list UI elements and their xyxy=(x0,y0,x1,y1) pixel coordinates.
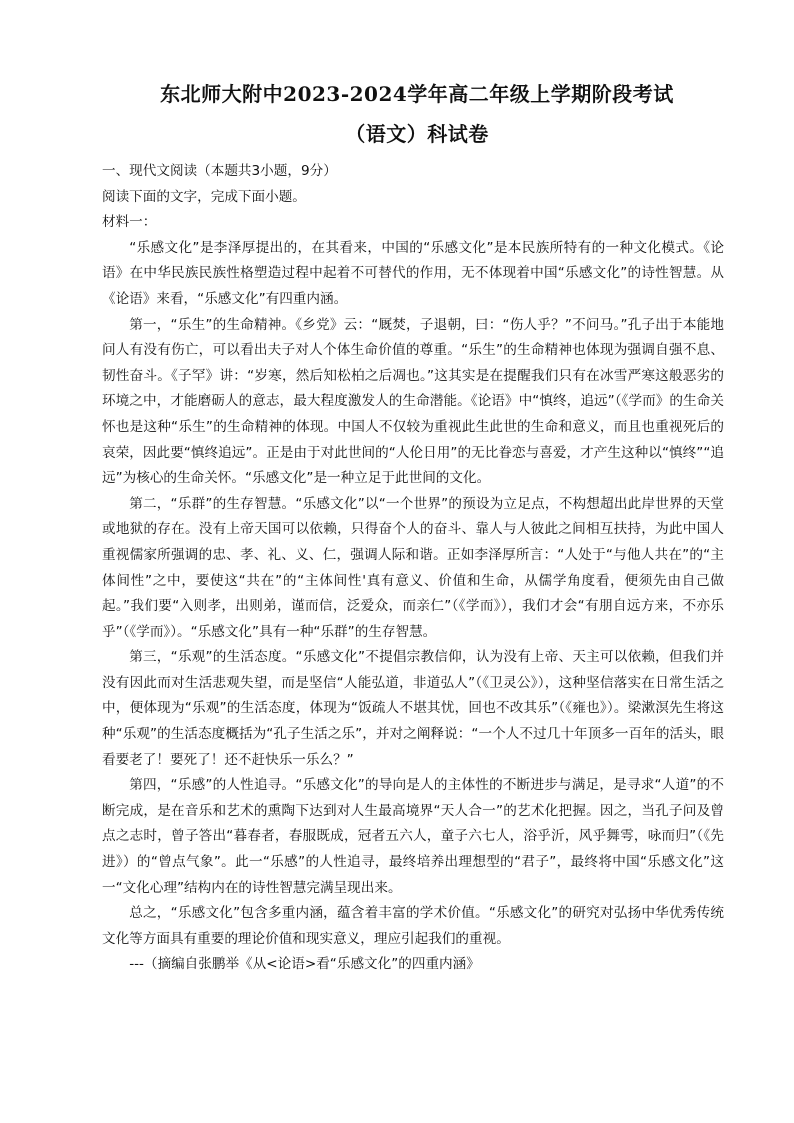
exam-content xyxy=(102,159,724,978)
exam-title-line2: （语文）科试卷 xyxy=(345,122,489,146)
section-heading: 一、现代文阅读（本题共3小题，9分） xyxy=(102,163,337,179)
exam-title-line1: 东北师大附中2023-2024学年高二年级上学期阶段考试 xyxy=(160,82,674,106)
paragraph-1: “乐感文化”是李泽厚提出的，在其看来，中国的“乐感文化”是本民族所特有的一种文化模式。《论语》在中华民族民族性格塑造过程中起着不可替代的作用，无不体现着中国“乐感文化”的诗性智慧。从《论语》来看，“乐感文化”有四重内涵。 xyxy=(102,239,724,307)
paragraph-6: 总之，“乐感文化”包含多重内涵，蕴含着丰富的学术价值。“乐感文化”的研究对弘扬中华优秀传统文化等方面具有重要的理论价值和现实意义，理应引起我们的重视。 xyxy=(102,905,724,947)
source-citation: ---（摘编自张鹏举《从<论语>看“乐感文化”的四重内涵》 xyxy=(129,956,480,973)
paragraph-5: 第四，“乐感”的人性追寻。“乐感文化”的导向是人的主体性的不断进步与满足，是寻求“人道”的不断完成，是在音乐和艺术的熏陶下达到对人生最高境界“天人合一”的艺术化把握。因之，当孔子问及曾点之志时，曾子答出“暮春者，春服既成，冠者五六人，童子六七人，浴乎沂，风乎舞雩，咏而归”（《先进》）的“曾点气象”。此一“乐感”的人性追寻，最终培养出理想型的“君子”，最终将中国“乐感文化”这一“文化心理”结构内在的诗性智慧完满呈现出来。 xyxy=(102,777,724,896)
material-label: 材料一： xyxy=(102,214,157,231)
paragraph-3: 第二，“乐群”的生存智慧。“乐感文化”以“一个世界”的预设为立足点，不构想超出此岸世界的天堂或地狱的存在。没有上帝天国可以依赖，只得奋个人的奋斗、靠人与人彼此之间相互扶持，为此中国人重视儒家所强调的忠、孝、礼、义、仁，强调人际和谐。正如李泽厚所言：“人处于“与他人共在”的“主体间性”之中，要使这“共在”的“主体间性'真有意义、价值和生命，从儒学角度看，便须先由自己做起。”我们要“入则孝，出则弟，谨而信，泛爱众，而亲仁”（《学而》），我们才会“有朋自远方来，不亦乐乎”（《学而》）。“乐感文化”具有一种“乐群”的生存智慧。 xyxy=(102,495,724,640)
paragraph-4: 第三，“乐观”的生活态度。“乐感文化”不提倡宗教信仰，认为没有上帝、天主可以依赖，但我们并没有因此而对生活悲观失望，而是坚信“人能弘道，非道弘人”（《卫灵公》），这种坚信落实在日常生活之中，便体现为“乐观”的生活态度，体现为“饭疏人不堪其忧，回也不改其乐”（《雍也》）。梁漱溟先生将这种“乐观”的生活态度概括为“孔子生活之乐”，并对之阐释说：“一个人不过几十年顶多一百年的活头，眼看要老了！要死了！还不赶快乐一乐么？” xyxy=(102,649,724,768)
paragraph-2: 第一，“乐生”的生命精神。《乡党》云：“厩焚，子退朝，曰：“伤人乎？”不问马。”孔子出于本能地问人有没有伤亡，可以看出夫子对人个体生命价值的尊重。“乐生”的生命精神也体现为强调自强不息、韧性奋斗。《子罕》讲：“岁寒，然后知松柏之后凋也。”这其实是在提醒我们只有在冰雪严寒这般恶劣的环境之中，才能磨砺人的意志，最大程度激发人的生命潜能。《论语》中“慎终，追远”（《学而》的生命关怀也是这种“乐生”的生命精神的体现。中国人不仅较为重视此生此世的生命和意义，而且也重视死后的哀荣，因此要“慎终追远”。正是由于对此世间的“人伦日用”的无比眷恋与喜爱，才产生这种以“慎终”“追远”为核心的生命关怀。“乐感文化”是一种立足于此世间的文化。 xyxy=(102,316,724,487)
instruction-text: 阅读下面的文字，完成下面小题。 xyxy=(102,188,306,205)
